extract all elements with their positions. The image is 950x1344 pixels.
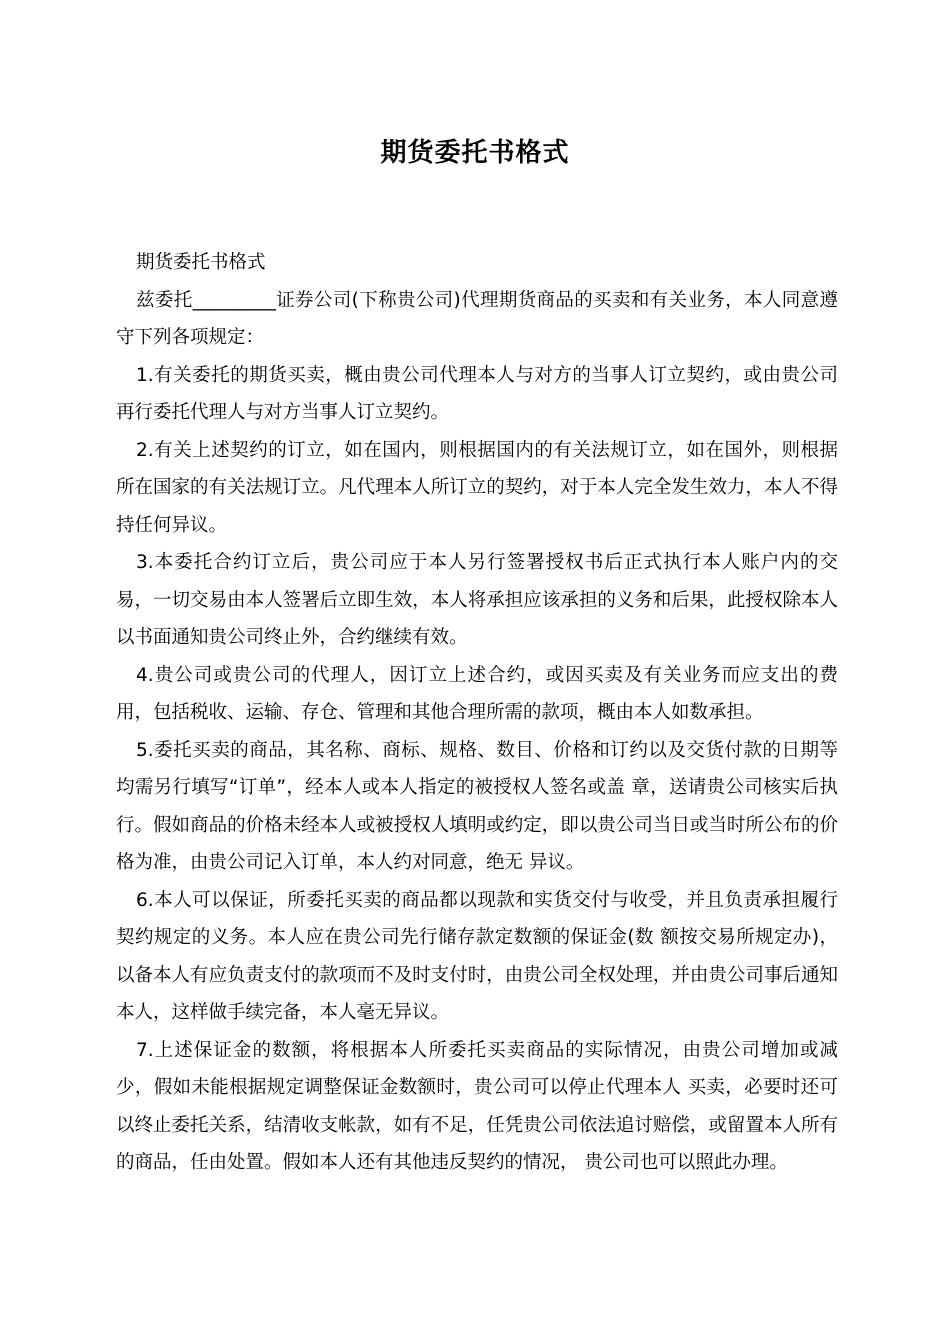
paragraph-clause-7: 7.上述保证金的数额，将根据本人所委托买卖商品的实际情况，由贵公司增加或减少，假如未能根据规定调整保证金数额时，贵公司可以停止代理本人 买卖，必要时还可以终止委托关系，结清收支帐款，如有不足，任凭贵公司依法追讨赔偿，或留置本人所有的商品，任由处置。假如本人还有其他违反契约的情况， 贵公司也可以照此办理。 xyxy=(116,1039,838,1173)
document-body xyxy=(116,244,838,1182)
paragraph-heading: 期货委托书格式 xyxy=(136,252,266,273)
paragraph-clause-4: 4.贵公司或贵公司的代理人，因订立上述合约，或因买卖及有关业务而应支出的费用，包括税收、运输、存仓、管理和其他合理所需的款项，概由本人如数承担。 xyxy=(116,664,838,723)
paragraph-intro: 兹委托_________证券公司(下称贵公司)代理期货商品的买卖和有关业务，本人同意遵守下列各项规定： xyxy=(116,289,838,348)
paragraph-clause-1: 1.有关委托的期货买卖，概由贵公司代理本人与对方的当事人订立契约，或由贵公司再行委托代理人与对方当事人订立契约。 xyxy=(116,364,838,423)
paragraph-clause-6: 6.本人可以保证，所委托买卖的商品都以现款和实货交付与收受，并且负责承担履行契约规定的义务。本人应在贵公司先行储存款定数额的保证金(数 额按交易所规定办)，以备本人有应负责支付的款项而不及时支付时，由贵公司全权处理，并由贵公司事后通知本人，这样做手续完备，本人毫无异议。 xyxy=(116,889,838,1023)
paragraph-clause-2: 2.有关上述契约的订立，如在国内，则根据国内的有关法规订立，如在国外，则根据所在国家的有关法规订立。凡代理本人所订立的契约，对于本人完全发生效力，本人不得持任何异议。 xyxy=(116,439,838,536)
document-title: 期货委托书格式 xyxy=(380,138,570,168)
paragraph-clause-3: 3.本委托合约订立后，贵公司应于本人另行签署授权书后正式执行本人账户内的交易，一切交易由本人签署后立即生效，本人将承担应该承担的义务和后果，此授权除本人以书面通知贵公司终止外，合约继续有效。 xyxy=(116,552,838,648)
paragraph-clause-5: 5.委托买卖的商品，其名称、商标、规格、数目、价格和订约以及交货付款的日期等均需另行填写“订单”，经本人或本人指定的被授权人签名或盖 章，送请贵公司核实后执行。假如商品的价格未经本人或被授权人填明或约定，即以贵公司当日或当时所公布的价格为准，由贵公司记入订单，本人约对同意，绝无 异议。 xyxy=(116,739,838,873)
